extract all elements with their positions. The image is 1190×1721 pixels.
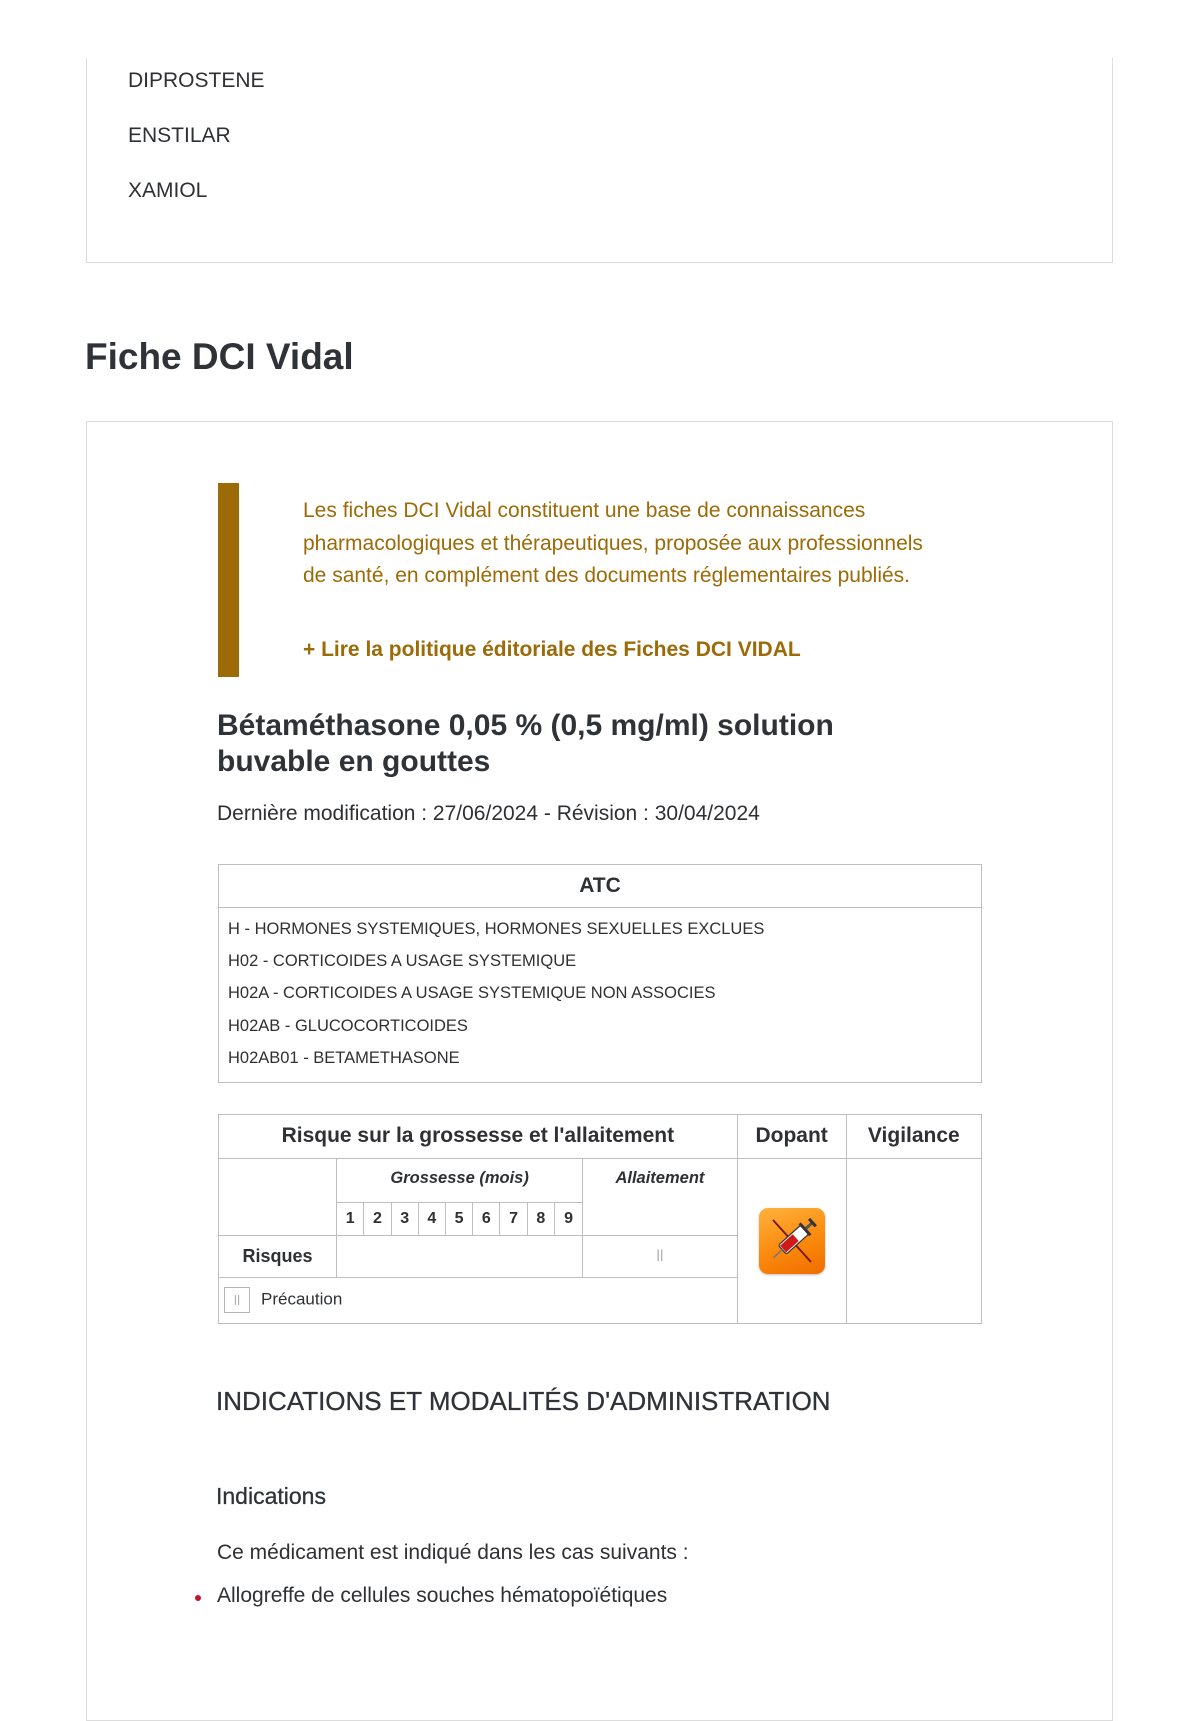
editorial-policy-link[interactable]: + Lire la politique éditoriale des Fiches DCI VIDAL [303,638,801,661]
allaitement-label: Allaitement [583,1158,737,1235]
vigilance-header: Vigilance [846,1115,981,1159]
risk-header: Risque sur la grossesse et l'allaitement [219,1115,738,1159]
precaution-legend-mark: ll [224,1287,250,1313]
drug-title: Bétaméthasone 0,05 % (0,5 mg/ml) solution buvable en gouttes [217,709,834,778]
month-cell: 2 [364,1202,391,1235]
indications-intro: Ce médicament est indiqué dans les cas suivants : [217,1541,689,1564]
risques-label: Risques [219,1236,337,1278]
product-link-enstilar[interactable]: ENSTILAR [128,124,231,147]
indications-section-heading: INDICATIONS ET MODALITÉS D'ADMINISTRATION [216,1386,831,1416]
month-cell: 4 [418,1202,445,1235]
month-cell: 8 [527,1202,554,1235]
notice-accent-bar [218,483,239,677]
risk-table [218,1114,982,1324]
atc-header: ATC [219,865,982,908]
atc-table [218,864,982,1083]
notice-text: Les fiches DCI Vidal constituent une base de connaissances pharmacologiques et thérapeutiques, proposée aux professionnels de santé, en complément des documents réglementaires publiés. [303,499,923,587]
month-cell: 5 [446,1202,473,1235]
month-cell: 7 [500,1202,527,1235]
month-cell: 1 [337,1202,364,1235]
atc-row: H - HORMONES SYSTEMIQUES, HORMONES SEXUELLES EXCLUES [228,920,765,938]
precaution-legend-label: Précaution [261,1289,343,1309]
product-link-xamiol[interactable]: XAMIOL [128,179,208,202]
syringe-icon[interactable] [759,1208,825,1274]
indications-subheading: Indications [216,1483,326,1509]
empty-cell [219,1158,337,1235]
atc-row: H02AB01 - BETAMETHASONE [228,1048,460,1067]
vigilance-cell [846,1158,981,1323]
grossesse-risk-cell [337,1236,583,1278]
indications-list [217,1584,667,1608]
related-products-box [86,58,1113,263]
month-cell: 9 [554,1202,582,1235]
grossesse-label: Grossesse (mois) [337,1158,583,1202]
dopant-cell [737,1158,846,1323]
product-link-diprostene[interactable]: DIPROSTENE [128,69,265,92]
revision-info: Dernière modification : 27/06/2024 - Révision : 30/04/2024 [217,802,760,825]
precaution-mark: ll [583,1236,737,1278]
list-item: Allogreffe de cellules souches hématopoïétiques [217,1584,668,1607]
risk-legend [219,1277,738,1323]
month-cell: 6 [473,1202,500,1235]
dopant-header: Dopant [737,1115,846,1159]
atc-row: H02 - CORTICOIDES A USAGE SYSTEMIQUE [228,952,577,971]
atc-row: H02AB - GLUCOCORTICOIDES [228,1016,468,1035]
atc-row: H02A - CORTICOIDES A USAGE SYSTEMIQUE NON ASSOCIES [228,984,716,1003]
section-title: Fiche DCI Vidal [85,336,354,377]
month-cell: 3 [391,1202,418,1235]
